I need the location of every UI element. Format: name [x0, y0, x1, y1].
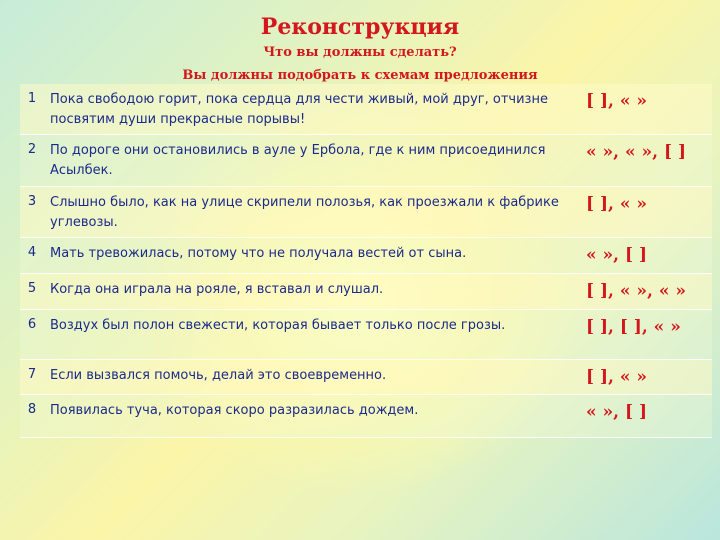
row-number: 3 [20, 187, 44, 238]
slide-title: Реконструкция [260, 14, 460, 40]
row-number: 2 [20, 135, 44, 187]
sentence-scheme: [ ], « », « » [582, 274, 712, 310]
sentence-text: Пока свободою горит, пока сердца для чести живый, мой друг, отчизне посвятим души прекрасные порывы! [44, 84, 582, 135]
table-row [20, 84, 712, 135]
sentence-scheme: [ ], « » [582, 187, 712, 238]
task-question: Что вы должны сделать? [263, 45, 457, 60]
sentence-scheme: [ ], [ ], « » [582, 310, 712, 360]
sentence-scheme: « », [ ] [582, 395, 712, 438]
table-row [20, 310, 712, 360]
table-row [20, 238, 712, 274]
sentence-scheme: « », « », [ ] [582, 135, 712, 187]
row-number: 5 [20, 274, 44, 310]
sentence-scheme: [ ], « » [582, 84, 712, 135]
row-number: 1 [20, 84, 44, 135]
table-row [20, 187, 712, 238]
row-number: 7 [20, 360, 44, 395]
table-row [20, 135, 712, 187]
sentence-text: Появилась туча, которая скоро разразилась дождем. [44, 395, 582, 438]
table-row [20, 274, 712, 310]
row-number: 6 [20, 310, 44, 360]
sentence-text: Если вызвался помочь, делай это своевременно. [44, 360, 582, 395]
task-instruction: Вы должны подобрать к схемам предложения [182, 68, 538, 82]
sentence-text: Мать тревожилась, потому что не получала вестей от сына. [44, 238, 582, 274]
row-number: 8 [20, 395, 44, 438]
sentence-text: Воздух был полон свежести, которая бывает только после грозы. [44, 310, 582, 360]
row-number: 4 [20, 238, 44, 274]
table-row [20, 360, 712, 395]
sentence-text: Слышно было, как на улице скрипели полозья, как проезжали к фабрике углевозы. [44, 187, 582, 238]
sentences-table [20, 84, 712, 438]
sentence-scheme: [ ], « » [582, 360, 712, 395]
sentence-text: По дороге они остановились в ауле у Ербола, где к ним присоединился Асылбек. [44, 135, 582, 187]
table-row [20, 395, 712, 438]
sentence-scheme: « », [ ] [582, 238, 712, 274]
sentence-text: Когда она играла на рояле, я вставал и слушал. [44, 274, 582, 310]
